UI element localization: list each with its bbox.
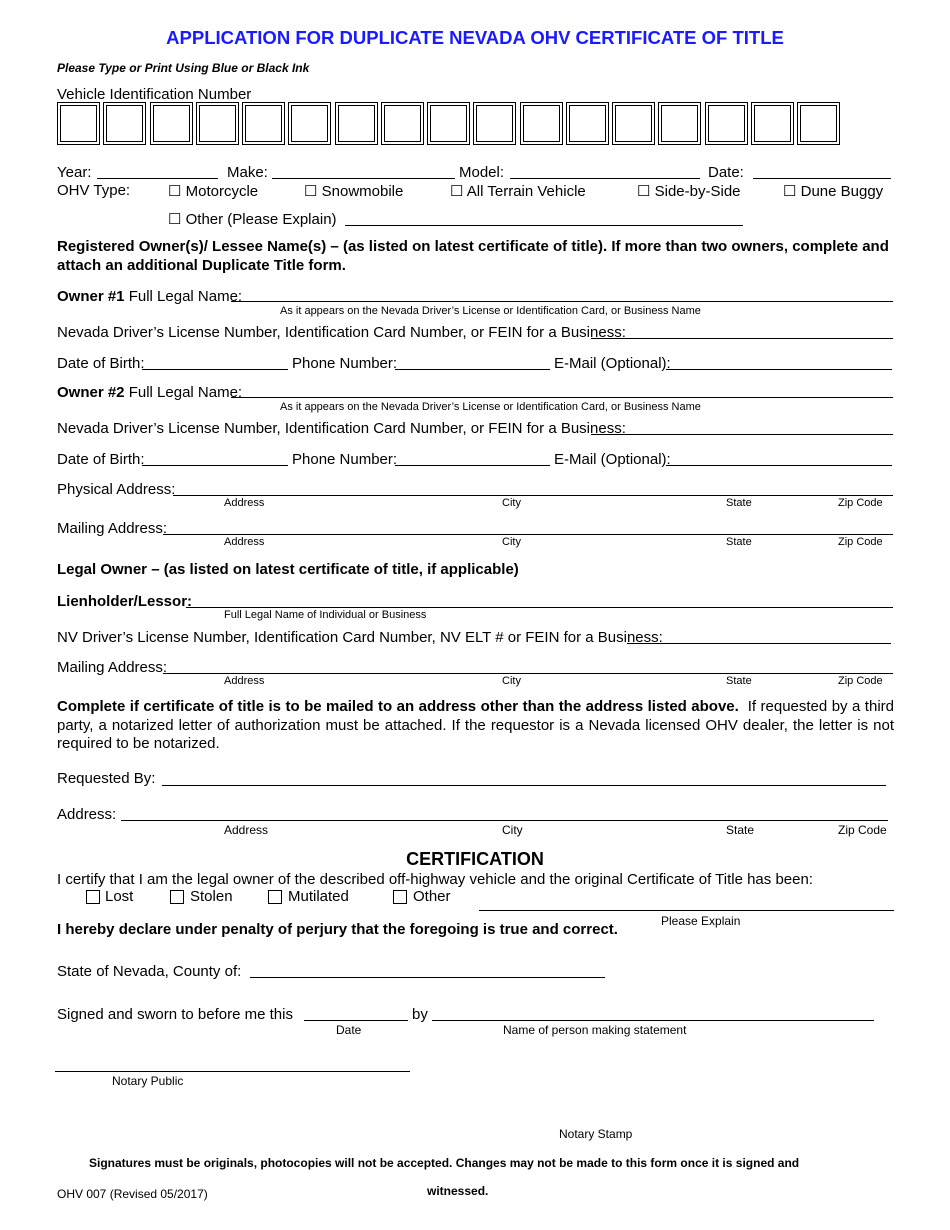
lienholder-caption: Full Legal Name of Individual or Business: [224, 609, 427, 621]
caption-state: State: [726, 823, 755, 837]
vin-char-box[interactable]: [751, 102, 794, 145]
vin-char-box[interactable]: [520, 102, 563, 145]
certification-heading: CERTIFICATION: [406, 849, 544, 869]
vin-char-box[interactable]: [473, 102, 516, 145]
other-explain-field[interactable]: [345, 225, 743, 226]
owner1-dob-label: Date of Birth:: [57, 355, 145, 372]
vin-char-box[interactable]: [427, 102, 470, 145]
owner2-phone-field[interactable]: [395, 465, 550, 466]
owner-mailing-address-label: Mailing Address:: [57, 520, 168, 537]
caption-address: Address: [224, 823, 269, 837]
checkbox-icon[interactable]: ☐: [637, 183, 651, 200]
legal-owner-heading: Legal Owner – (as listed on latest certificate of title, if applicable): [57, 561, 519, 578]
requested-by-label: Requested By:: [57, 770, 156, 787]
mailing-paragraph: Complete if certificate of title is to be mailed to an address other than the address listed above. If requested by a third party, a notarized letter of authorization must be attached. If the requestor is a Nevada licensed OHV dealer, the letter is not required to be notarized.: [57, 698, 894, 752]
mailto-address-field[interactable]: [121, 820, 888, 821]
other-checkbox[interactable]: [393, 890, 407, 904]
checkbox-icon[interactable]: ☐: [168, 211, 182, 228]
lienholder-license-label: NV Driver’s License Number, Identification Card Number, NV ELT # or FEIN for a Business:: [57, 629, 663, 646]
caption-city: City: [502, 675, 521, 687]
type-other[interactable]: ☐ Other (Please Explain): [168, 211, 337, 228]
owner2-name-field[interactable]: [231, 397, 893, 398]
form-title: APPLICATION FOR DUPLICATE NEVADA OHV CERTIFICATE OF TITLE: [166, 27, 784, 48]
owner2-license-field[interactable]: [591, 434, 893, 435]
lienholder-mailing-address-label: Mailing Address:: [57, 659, 168, 676]
explain-field[interactable]: [479, 910, 894, 911]
owner1-name-caption: As it appears on the Nevada Driver’s License or Identification Card, or Business Name: [280, 305, 701, 317]
caption-city: City: [502, 536, 521, 548]
sworn-label: Signed and sworn to before me this: [57, 1006, 293, 1023]
physical-address-label: Physical Address:: [57, 481, 176, 498]
vin-char-box[interactable]: [797, 102, 840, 145]
sworn-date-caption: Date: [336, 1023, 362, 1037]
caption-address: Address: [224, 675, 265, 687]
make-label: Make:: [227, 164, 268, 181]
owner2-name-label: Owner #2 Full Legal Name:: [57, 384, 243, 401]
owner1-name-field[interactable]: [231, 301, 893, 302]
lienholder-license-field[interactable]: [627, 643, 891, 644]
type-dune-buggy[interactable]: ☐ Dune Buggy: [783, 183, 884, 200]
mutilated-checkbox[interactable]: [268, 890, 282, 904]
explain-caption: Please Explain: [661, 914, 741, 928]
owner2-name-caption: As it appears on the Nevada Driver’s License or Identification Card, or Business Name: [280, 401, 701, 413]
lienholder-mailing-address-field[interactable]: [163, 673, 893, 674]
vin-char-box[interactable]: [381, 102, 424, 145]
type-snowmobile[interactable]: ☐ Snowmobile: [304, 183, 404, 200]
model-field[interactable]: [510, 178, 700, 179]
owner1-name-label: Owner #1 Full Legal Name:: [57, 288, 243, 305]
caption-state: State: [726, 536, 752, 548]
checkbox-icon[interactable]: ☐: [783, 183, 797, 200]
vin-char-box[interactable]: [242, 102, 285, 145]
owner2-email-label: E-Mail (Optional):: [554, 451, 671, 468]
owner1-phone-field[interactable]: [395, 369, 550, 370]
checkbox-icon[interactable]: ☐: [168, 183, 182, 200]
caption-address: Address: [224, 536, 265, 548]
owner-mailing-address-field[interactable]: [163, 534, 893, 535]
signature-note-line2: witnessed.: [427, 1184, 489, 1198]
checkbox-icon[interactable]: ☐: [450, 183, 464, 200]
owner1-email-label: E-Mail (Optional):: [554, 355, 671, 372]
lost-checkbox[interactable]: [86, 890, 100, 904]
perjury-declaration: I hereby declare under penalty of perjury that the foregoing is true and correct.: [57, 921, 618, 938]
ohv-type-label: OHV Type:: [57, 182, 131, 199]
vin-char-box[interactable]: [57, 102, 100, 145]
county-field[interactable]: [250, 977, 605, 978]
owner2-phone-label: Phone Number:: [292, 451, 398, 468]
caption-state: State: [726, 675, 752, 687]
owner1-license-label: Nevada Driver’s License Number, Identification Card Number, or FEIN for a Business:: [57, 324, 626, 341]
certification-statement: I certify that I am the legal owner of the described off-highway vehicle and the original Certificate of Title has been:: [57, 871, 813, 888]
caption-zip: Zip Code: [838, 675, 883, 687]
type-all-terrain-vehicle[interactable]: ☐ All Terrain Vehicle: [450, 183, 586, 200]
owner2-email-field[interactable]: [666, 465, 892, 466]
model-label: Model:: [459, 164, 505, 181]
type-side-by-side[interactable]: ☐ Side-by-Side: [637, 183, 741, 200]
owners-heading: Registered Owner(s)/ Lessee Name(s) – (as listed on latest certificate of title). If more than two owners, complete and attach an additional Duplicate Title form.: [57, 238, 889, 274]
by-label: by: [412, 1006, 428, 1023]
vin-char-box[interactable]: [196, 102, 239, 145]
mailto-address-label: Address:: [57, 806, 117, 823]
other-label: Other: [413, 888, 451, 905]
checkbox-icon[interactable]: ☐: [304, 183, 318, 200]
sworn-date-field[interactable]: [304, 1020, 408, 1021]
county-label: State of Nevada, County of:: [57, 963, 242, 980]
date-field[interactable]: [753, 178, 891, 179]
owner1-dob-field[interactable]: [142, 369, 288, 370]
owner2-dob-field[interactable]: [142, 465, 288, 466]
vin-char-box[interactable]: [658, 102, 701, 145]
notary-stamp-caption: Notary Stamp: [559, 1127, 633, 1141]
requested-by-field[interactable]: [162, 785, 886, 786]
make-field[interactable]: [272, 178, 455, 179]
caption-state: State: [726, 497, 752, 509]
date-label: Date:: [708, 164, 744, 181]
caption-zip: Zip Code: [838, 536, 883, 548]
caption-zip: Zip Code: [838, 497, 883, 509]
owner1-license-field[interactable]: [591, 338, 893, 339]
notary-public-caption: Notary Public: [112, 1074, 184, 1088]
owner1-email-field[interactable]: [666, 369, 892, 370]
vin-char-box[interactable]: [288, 102, 331, 145]
caption-city: City: [502, 823, 523, 837]
vin-char-box[interactable]: [566, 102, 609, 145]
form-number: OHV 007 (Revised 05/2017): [57, 1187, 208, 1201]
lienholder-label: Lienholder/Lessor:: [57, 593, 193, 610]
caption-address: Address: [224, 497, 265, 509]
vin-char-box[interactable]: [103, 102, 146, 145]
vin-char-box[interactable]: [150, 102, 193, 145]
owner1-phone-label: Phone Number:: [292, 355, 398, 372]
vin-char-box[interactable]: [612, 102, 655, 145]
caption-city: City: [502, 497, 521, 509]
lost-label: Lost: [105, 888, 134, 905]
physical-address-field[interactable]: [173, 495, 893, 496]
lienholder-field[interactable]: [186, 607, 893, 608]
year-label: Year:: [57, 164, 92, 181]
owner2-dob-label: Date of Birth:: [57, 451, 145, 468]
sworn-name-caption: Name of person making statement: [503, 1023, 687, 1037]
notary-signature-field[interactable]: [55, 1071, 410, 1072]
type-motorcycle[interactable]: ☐ Motorcycle: [168, 183, 259, 200]
year-field[interactable]: [97, 178, 218, 179]
vin-char-box[interactable]: [705, 102, 748, 145]
vin-char-box[interactable]: [335, 102, 378, 145]
caption-zip: Zip Code: [838, 823, 887, 837]
stolen-label: Stolen: [190, 888, 233, 905]
mutilated-label: Mutilated: [288, 888, 349, 905]
owner2-license-label: Nevada Driver’s License Number, Identification Card Number, or FEIN for a Business:: [57, 420, 626, 437]
signature-note-line1: Signatures must be originals, photocopies will not be accepted. Changes may not be made to this form once it is signed and: [89, 1156, 800, 1170]
ink-note: Please Type or Print Using Blue or Black Ink: [57, 61, 310, 75]
stolen-checkbox[interactable]: [170, 890, 184, 904]
vin-label: Vehicle Identification Number: [57, 86, 252, 103]
sworn-name-field[interactable]: [432, 1020, 874, 1021]
